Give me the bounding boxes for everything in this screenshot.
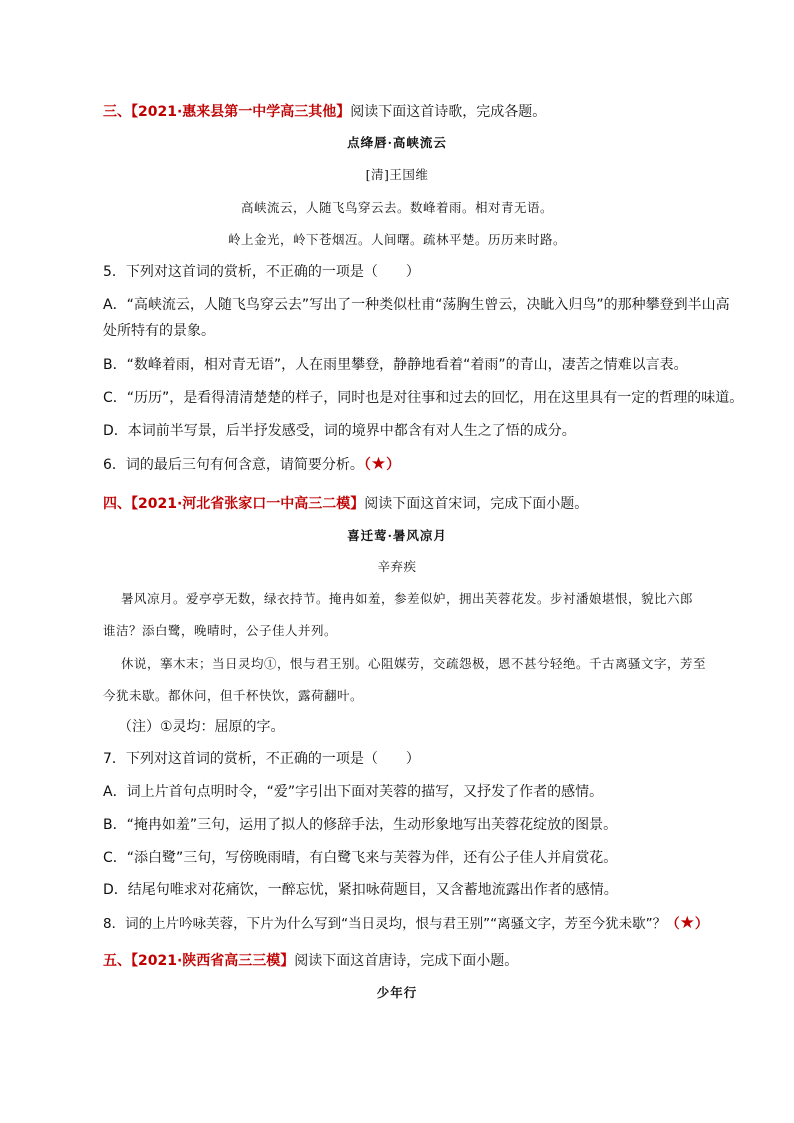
star-icon: ★ — [370, 454, 387, 474]
section-number: 五、 — [103, 953, 131, 969]
difficulty-marker — [363, 454, 401, 474]
footnote: （注）①灵均：屈原的字。 — [118, 719, 285, 735]
question-8-stem — [103, 914, 708, 933]
section-instruction: 阅读下面这首诗歌，完成各题。 — [350, 104, 547, 120]
poem-line: 休说，搴木末；当日灵均①，恨与君王别。心阻媒劳，交疏怨极，恩不甚兮轻绝。千古离骚文字，芳至 — [121, 656, 707, 671]
difficulty-marker — [666, 913, 709, 933]
question-7-stem: 7．下列对这首词的赏析，不正确的一项是（ ） — [103, 751, 420, 767]
option-b: B．“掩冉如羞”三句，运用了拟人的修辞手法，生动形象地写出芙蓉花绽放的图景。 — [103, 817, 618, 833]
poem-author: 辛弃疾 — [377, 559, 417, 574]
question-source: 【2021·陕西省高三三模】 — [131, 953, 295, 969]
section-instruction: 阅读下面这首唐诗，完成下面小题。 — [294, 953, 519, 969]
section-instruction: 阅读下面这首宋词，完成下面小题。 — [364, 496, 589, 512]
section-number: 三、 — [103, 104, 131, 120]
star-bracket-close: ） — [694, 916, 709, 932]
option-d: D．结尾句唯求对花痛饮，一醉忘忧，紧扣咏荷题目，又含蓄地流露出作者的感情。 — [103, 882, 618, 898]
question-source: 【2021·河北省张家口一中高三二模】 — [131, 496, 365, 512]
poem-title: 点绛唇·高峡流云 — [347, 135, 447, 150]
option-a: A．“高峡流云，人随飞鸟穿云去”写出了一种类似杜甫“荡胸生曾云，决眦入归鸟”的那种攀登到半山高 — [103, 297, 730, 313]
section-4-header — [103, 495, 588, 513]
option-c: C．“历历”，是看得清清楚楚的样子，同时也是对往事和过去的回忆，用在这里具有一定的哲理的味道。 — [103, 390, 744, 406]
section-5-header — [103, 952, 518, 970]
star-bracket-close: ） — [386, 457, 401, 473]
poem-line: 暑风凉月。爱亭亭无数，绿衣持节。掩冉如羞，参差似妒，拥出芙蓉花发。步衬潘娘堪恨，貌比六郎 — [121, 591, 694, 606]
section-number: 四、 — [103, 496, 131, 512]
star-icon: ★ — [679, 913, 695, 933]
question-8-text: 8．词的上片吟咏芙蓉，下片为什么写到“当日灵均，恨与君王别”“离骚文字，芳至今犹未歇”？ — [103, 916, 667, 932]
poem-title: 少年行 — [376, 985, 418, 1000]
question-5-stem: 5．下列对这首词的赏析，不正确的一项是（ ） — [103, 264, 420, 280]
poem-line: 岭上金光，岭下苍烟冱。人间曙。疏林平楚。历历来时路。 — [227, 232, 566, 247]
option-a: A．词上片首句点明时令，“爱”字引出下面对芙蓉的描写，又抒发了作者的感情。 — [103, 784, 604, 800]
option-b: B．“数峰着雨，相对青无语”，人在雨里攀登，静静地看着“着雨”的青山，凄苦之情难以言表。 — [103, 357, 688, 373]
poem-author: [清]王国维 — [365, 167, 429, 182]
option-c: C．“添白鹭”三句，写傍晚雨晴，有白鹭飞来与芙蓉为伴，还有公子佳人并肩赏花。 — [103, 850, 618, 866]
poem-title: 喜迁莺·暑风凉月 — [347, 528, 447, 543]
option-a-continued: 处所特有的景象。 — [103, 323, 215, 339]
section-3-header — [103, 103, 546, 121]
question-source: 【2021·惠来县第一中学高三其他】 — [131, 104, 351, 120]
question-6-stem — [103, 455, 400, 474]
star-bracket-open: （ — [666, 916, 680, 932]
star-bracket-open: （ — [363, 457, 371, 473]
poem-line: 高峡流云，人随飞鸟穿云去。数峰着雨。相对青无语。 — [240, 200, 553, 215]
question-6-text: 6．词的最后三句有何含意，请简要分析。 — [103, 457, 364, 473]
poem-line: 谁洁？添白鹭，晚晴时，公子佳人并列。 — [103, 623, 338, 638]
poem-line: 今犹未歇。都休问，但千杯快饮，露荷翻叶。 — [103, 688, 364, 703]
option-d: D．本词前半写景，后半抒发感受，词的境界中都含有对人生之了悟的成分。 — [103, 423, 576, 439]
